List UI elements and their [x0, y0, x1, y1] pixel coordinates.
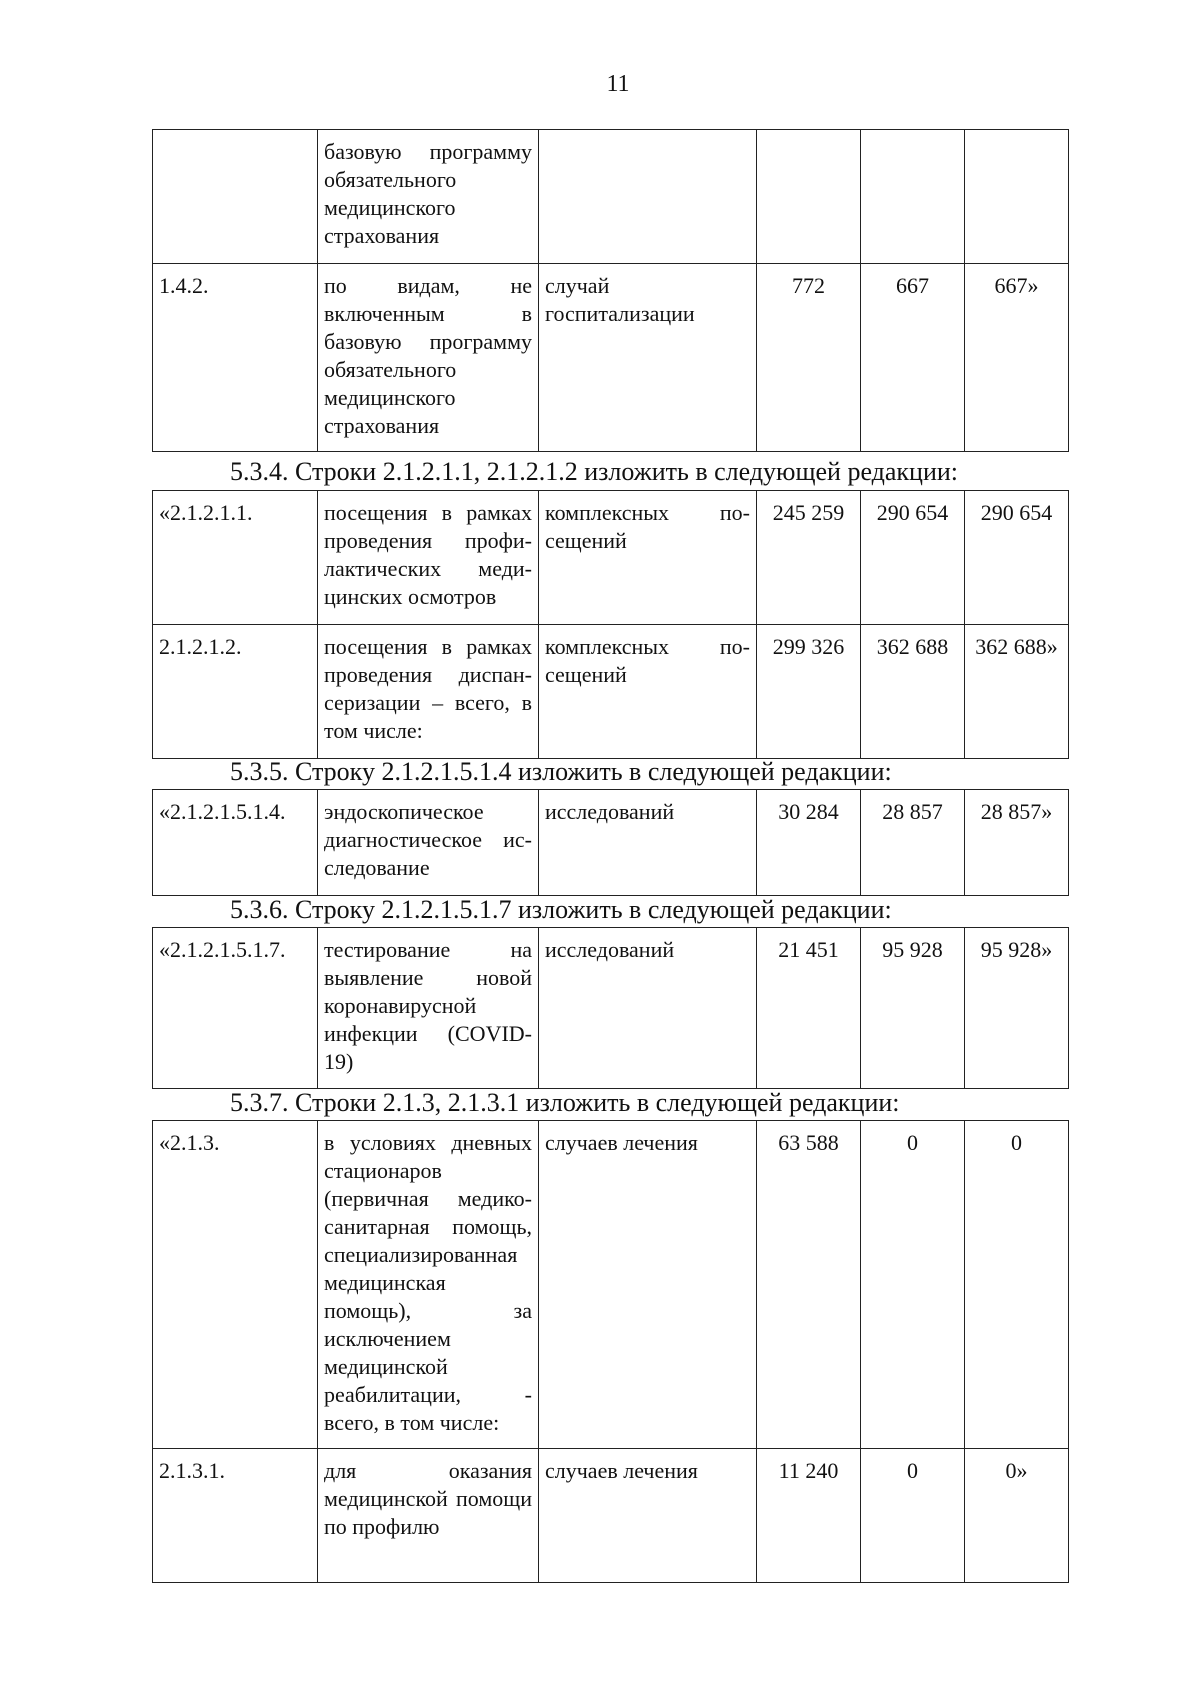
row-number: «2.1.2.1.5.1.4.: [153, 790, 318, 896]
table-row: [153, 928, 1069, 1089]
row-number: «2.1.2.1.5.1.7.: [153, 928, 318, 1089]
section-heading-535: 5.3.5. Строку 2.1.2.1.5.1.4 изложить в следующей редакции:: [230, 757, 892, 786]
row-number: «2.1.3.: [153, 1121, 318, 1449]
table-row: [153, 1449, 1069, 1583]
section-heading-537: 5.3.7. Строки 2.1.3, 2.1.3.1 изложить в следующей редакции:: [230, 1088, 900, 1117]
row-unit: исследований: [539, 928, 757, 1089]
row-value-1: [757, 130, 861, 264]
row-value-1: 772: [757, 264, 861, 452]
row-value-2: 290 654: [861, 491, 965, 625]
row-unit: случаев лечения: [539, 1449, 757, 1583]
row-unit: комплексных посещений: [539, 491, 757, 625]
row-value-2: 362 688: [861, 625, 965, 759]
row-value-2: 95 928: [861, 928, 965, 1089]
row-number: 2.1.2.1.2.: [153, 625, 318, 759]
row-unit: [539, 130, 757, 264]
row-value-3: [965, 130, 1069, 264]
row-value-1: 30 284: [757, 790, 861, 896]
table-continuation: [152, 129, 1069, 452]
row-value-2: [861, 130, 965, 264]
row-name: для оказания медицинской помощи по профилю: [318, 1449, 539, 1583]
row-value-1: 245 259: [757, 491, 861, 625]
row-value-1: 299 326: [757, 625, 861, 759]
row-number: 2.1.3.1.: [153, 1449, 318, 1583]
table-row: [153, 1121, 1069, 1449]
row-number: «2.1.2.1.1.: [153, 491, 318, 625]
row-name: базовую программу обязательного медицинского страхования: [318, 130, 539, 264]
table-row: [153, 491, 1069, 625]
row-value-3: 0: [965, 1121, 1069, 1449]
row-value-1: 11 240: [757, 1449, 861, 1583]
row-number: [153, 130, 318, 264]
table-537: [152, 1120, 1069, 1583]
row-value-2: 28 857: [861, 790, 965, 896]
row-value-3: 290 654: [965, 491, 1069, 625]
row-name: тестирование на выявление новой коронавирусной инфекции (COVID-19): [318, 928, 539, 1089]
row-number: 1.4.2.: [153, 264, 318, 452]
table-536: [152, 927, 1069, 1089]
row-value-3: 28 857»: [965, 790, 1069, 896]
section-heading-534: 5.3.4. Строки 2.1.2.1.1, 2.1.2.1.2 изложить в следующей редакции:: [230, 457, 959, 486]
page-number: 11: [606, 71, 630, 97]
table-row: [153, 130, 1069, 264]
row-name: в условиях дневных стационаров (первичная медико-санитарная помощь, специализированная медицинская помощь), за исключением медицинской реабилитации, - всего, в том числе:: [318, 1121, 539, 1449]
row-unit: исследований: [539, 790, 757, 896]
row-value-1: 63 588: [757, 1121, 861, 1449]
row-value-2: 0: [861, 1449, 965, 1583]
row-name: эндоскопическое диагностическое исследование: [318, 790, 539, 896]
table-row: [153, 625, 1069, 759]
table-535: [152, 789, 1069, 896]
table-row: [153, 790, 1069, 896]
row-unit: случаев лечения: [539, 1121, 757, 1449]
row-value-1: 21 451: [757, 928, 861, 1089]
row-value-3: 0»: [965, 1449, 1069, 1583]
table-534: [152, 490, 1069, 759]
row-name: посещения в рамках проведения профилактических медицинских осмотров: [318, 491, 539, 625]
row-value-2: 667: [861, 264, 965, 452]
table-row: [153, 264, 1069, 452]
row-value-3: 667»: [965, 264, 1069, 452]
row-value-2: 0: [861, 1121, 965, 1449]
section-heading-536: 5.3.6. Строку 2.1.2.1.5.1.7 изложить в следующей редакции:: [230, 895, 892, 924]
row-value-3: 362 688»: [965, 625, 1069, 759]
row-name: по видам, не включенным в базовую программу обязательного медицинского страхования: [318, 264, 539, 452]
row-name: посещения в рамках проведения диспансеризации – всего, в том числе:: [318, 625, 539, 759]
row-value-3: 95 928»: [965, 928, 1069, 1089]
row-unit: комплексных посещений: [539, 625, 757, 759]
row-unit: случай госпитализации: [539, 264, 757, 452]
